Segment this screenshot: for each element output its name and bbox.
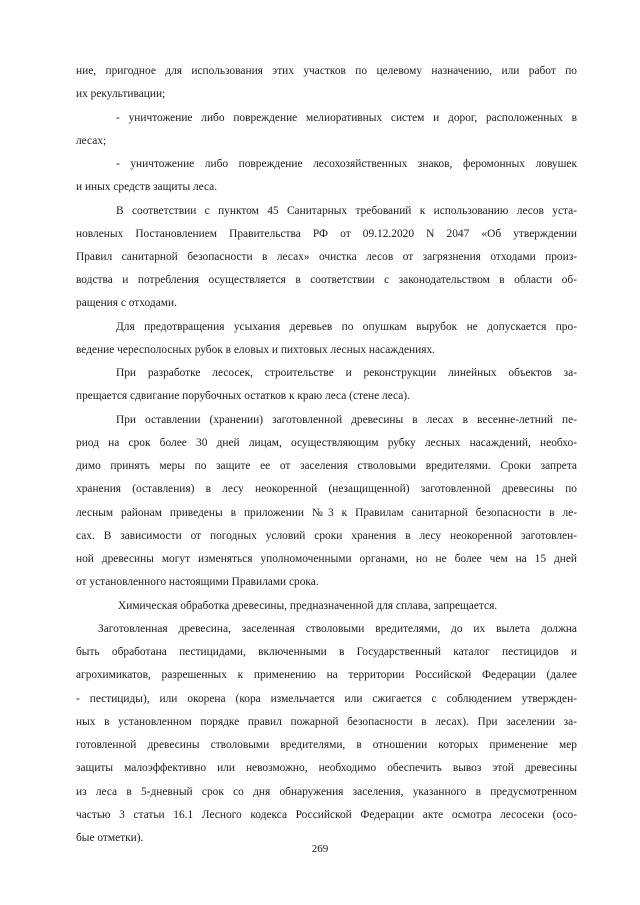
- text-line: При разработке лесосек, строительстве и реконструкции линейных объектов за-: [116, 367, 577, 379]
- text-line: ных в установленном порядке правил пожарной безопасности в лесах). При заселении за-: [76, 716, 577, 728]
- text-line: Химическая обработка древесины, предназначенной для сплава, запрещается.: [118, 600, 498, 612]
- page-number: 269: [311, 843, 329, 855]
- text-line: ной древесины могут изменяться уполномоченными органами, но не более чем на 15 дней: [76, 553, 577, 565]
- text-line: - уничтожение либо повреждение лесохозяйственных знаков, феромонных ловушек: [116, 158, 577, 170]
- text-line: риод на срок более 30 дней лицам, осуществляющим рубку лесных насаждений, необхо-: [76, 437, 577, 449]
- text-line: - уничтожение либо повреждение мелиоративных систем и дорог, расположенных в: [116, 112, 577, 124]
- text-line: прещается сдвигание порубочных остатков к краю леса (стене леса).: [76, 390, 410, 402]
- text-line: водства и потребления осуществляется в соответствии с законодательством в области об-: [76, 274, 577, 286]
- text-line: ращения с отходами.: [76, 297, 177, 309]
- text-line: - пестициды), или окорена (кора измельчается или сжигается с соблюдением утвержден-: [76, 693, 577, 705]
- text-line: В соответствии с пунктом 45 Санитарных требований к использованию лесов уста-: [116, 205, 577, 217]
- text-line: защиты малоэффективно или невозможно, необходимо обеспечить вывоз этой древесины: [76, 762, 577, 774]
- text-line: хранения (оставления) в лесу неокоренной (незащищенной) заготовленной древесины по: [76, 483, 577, 495]
- text-line: Правил санитарной безопасности в лесах» очистка лесов от загрязнения отходами произ-: [76, 251, 577, 263]
- text-line: сах. В зависимости от погодных условий сроки хранения в лесу неокоренной заготовлен-: [76, 530, 577, 542]
- text-line: агрохимикатов, разрешенных к применению на территории Российской Федерации (далее: [76, 669, 577, 681]
- text-line: от установленного настоящими Правилами срока.: [76, 576, 319, 588]
- text-line: При оставлении (хранении) заготовленной древесины в лесах в весенне-летний пе-: [116, 414, 577, 426]
- text-line: частью 3 статьи 16.1 Лесного кодекса Российской Федерации акте осмотра лесосеки (осо-: [76, 809, 577, 821]
- text-line: новленых Постановлением Правительства РФ от 09.12.2020 N 2047 «Об утверждении: [76, 228, 577, 240]
- text-line: быть обработана пестицидами, включенными в Государственный каталог пестицидов и: [76, 646, 577, 658]
- text-line: лесным районам приведены в приложении №3 к Правилам санитарной безопасности в ле-: [76, 507, 577, 519]
- text-line: ведение чересполосных рубок в еловых и пихтовых лесных насаждениях.: [76, 344, 435, 356]
- text-line: Для предотвращения усыхания деревьев по опушкам вырубок не допускается про-: [116, 321, 577, 333]
- text-line: бые отметки).: [76, 832, 144, 844]
- text-line: ние, пригодное для использования этих участков по целевому назначению, или работ по: [76, 65, 577, 77]
- text-line: лесах;: [76, 135, 107, 147]
- text-line: Заготовленная древесина, заселенная стволовыми вредителями, до их вылета должна: [98, 623, 577, 635]
- text-line: димо принять меры по защите ее от заселения стволовыми вредителями. Сроки запрета: [76, 460, 577, 472]
- text-line: и иных средств защиты леса.: [76, 181, 218, 193]
- text-line: готовленной древесины стволовыми вредителями, в отношении которых применение мер: [76, 739, 577, 751]
- text-line: из леса в 5-дневный срок со дня обнаружения заселения, указанного в предусмотренном: [76, 786, 577, 798]
- text-line: их рекультивации;: [76, 88, 166, 100]
